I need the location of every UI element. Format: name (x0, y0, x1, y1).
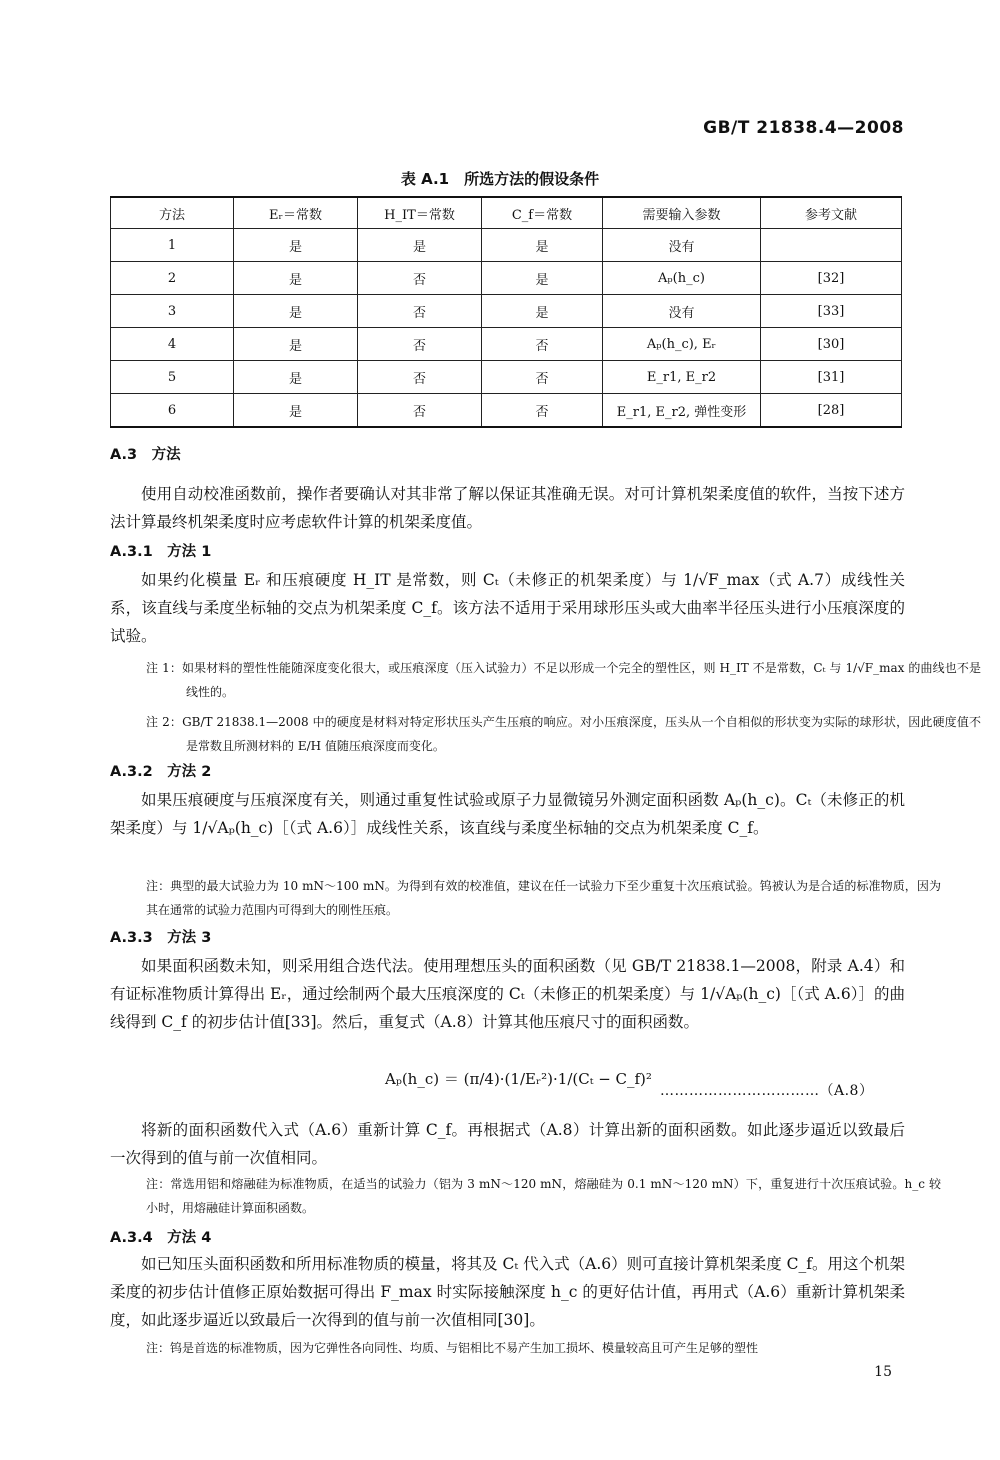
section-a33-heading: A.3.3 方法 3 (110, 930, 212, 946)
table-cell: 1 (111, 229, 234, 262)
section-a34-note: 注：钨是首选的标准物质，因为它弹性各向同性、均质、与铝相比不易产生加工损坏、模量较高且可产生足够的塑性 (146, 1341, 759, 1355)
section-a34-heading: A.3.4 方法 4 (110, 1230, 212, 1246)
table-cell: 3 (111, 295, 234, 328)
table-caption: 表 A.1 所选方法的假设条件 (400, 170, 600, 188)
table-cell: [31] (761, 361, 902, 394)
column-header: C_f＝常数 (482, 197, 603, 229)
table-cell: E_r1, E_r2, 弹性变形 (603, 394, 761, 428)
column-header: H_IT＝常数 (358, 197, 482, 229)
table-cell: 否 (358, 295, 482, 328)
section-a31-heading: A.3.1 方法 1 (110, 544, 212, 560)
standard-number: GB/T 21838.4—2008 (703, 118, 904, 138)
table-cell: 是 (482, 262, 603, 295)
table-cell: 是 (358, 229, 482, 262)
section-a31-note-2: 注 2：GB/T 21838.1—2008 中的硬度是材料对特定形状压头产生压痕的响应。对小压痕深度，压头从一个自相似的形状变为实际的球形状，因此硬度值不是常数且所测材料的 E/H 值随压痕深度而变化。 (146, 715, 981, 753)
table-cell: 否 (482, 361, 603, 394)
table-cell: 6 (111, 394, 234, 428)
table-cell: 是 (482, 229, 603, 262)
section-a33-note: 注：常选用铝和熔融硅为标准物质，在适当的试验力（铝为 3 mN～120 mN，熔融硅为 0.1 mN～120 mN）下，重复进行十次压痕试验。h_c 较小时，用熔融硅计算面积函数。 (146, 1177, 941, 1215)
table-cell: 是 (234, 295, 358, 328)
page-number: 15 (874, 1364, 892, 1380)
section-a31-paragraph: 如果约化模量 Eᵣ 和压痕硬度 H_IT 是常数，则 Cₜ（未修正的机架柔度）与 1/√F_max（式 A.7）成线性关系，该直线与柔度坐标轴的交点为机架柔度 C_f。该方法不适用于采用球形压头或大曲率半径压头进行小压痕深度的试验。 (110, 571, 905, 645)
table-cell: 否 (358, 328, 482, 361)
assumptions-table (110, 196, 902, 428)
table-cell: 4 (111, 328, 234, 361)
table-row (111, 394, 902, 428)
table-cell: 是 (234, 229, 358, 262)
section-a33-paragraph-2: 将新的面积函数代入式（A.6）重新计算 C_f。再根据式（A.8）计算出新的面积函数。如此逐步逼近以致最后一次得到的值与前一次值相同。 (110, 1121, 905, 1167)
table-row (111, 361, 902, 394)
section-a3-heading: A.3 方法 (110, 447, 181, 463)
section-a32-note: 注：典型的最大试验力为 10 mN～100 mN。为得到有效的校准值，建议在任一试验力下至少重复十次压痕试验。钨被认为是合适的标准物质，因为其在通常的试验力范围内可得到大的刚性压痕。 (146, 879, 941, 917)
table-row (111, 295, 902, 328)
table-cell: 否 (358, 394, 482, 428)
table-cell: 否 (482, 328, 603, 361)
equation-a8: Aₚ(h_c) ＝ (π/4)·(1/Eᵣ²)·1/(Cₜ − C_f)² (385, 1070, 652, 1088)
table-cell: 没有 (603, 295, 761, 328)
table-cell: [32] (761, 262, 902, 295)
table-cell: 5 (111, 361, 234, 394)
table-cell: 否 (482, 394, 603, 428)
table-cell: [33] (761, 295, 902, 328)
table-cell: 没有 (603, 229, 761, 262)
table-row (111, 262, 902, 295)
table-header-row (111, 197, 902, 229)
table-row (111, 328, 902, 361)
table-cell: [28] (761, 394, 902, 428)
section-a31-note-1: 注 1：如果材料的塑性性能随深度变化很大，或压痕深度（压入试验力）不足以形成一个完全的塑性区，则 H_IT 不是常数，Cₜ 与 1/√F_max 的曲线也不是线性的。 (146, 661, 981, 699)
table-cell: 是 (482, 295, 603, 328)
table-cell: 2 (111, 262, 234, 295)
column-header: 参考文献 (761, 197, 902, 229)
table-cell: Aₚ(h_c), Eᵣ (603, 328, 761, 361)
section-a33-paragraph: 如果面积函数未知，则采用组合迭代法。使用理想压头的面积函数（见 GB/T 21838.1—2008，附录 A.4）和有证标准物质计算得出 Eᵣ，通过绘制两个最大压痕深度的 Cₜ（未修正的机架柔度）与 1/√Aₚ(h_c)［（式 A.6）］的曲线得到 C_f 的初步估计值[33]。然后，重复式（A.8）计算其他压痕尺寸的面积函数。 (110, 957, 905, 1031)
table-cell: 是 (234, 394, 358, 428)
table-cell: 是 (234, 262, 358, 295)
column-header: Eᵣ＝常数 (234, 197, 358, 229)
table-cell: 是 (234, 328, 358, 361)
table-cell: 否 (358, 361, 482, 394)
table-cell: [30] (761, 328, 902, 361)
section-a3-paragraph: 使用自动校准函数前，操作者要确认对其非常了解以保证其准确无误。对可计算机架柔度值的软件，当按下述方法计算最终机架柔度时应考虑软件计算的机架柔度值。 (110, 485, 905, 531)
column-header: 需要输入参数 (603, 197, 761, 229)
table-cell: 是 (234, 361, 358, 394)
table-cell: 否 (358, 262, 482, 295)
section-a34-paragraph: 如已知压头面积函数和所用标准物质的模量，将其及 Cₜ 代入式（A.6）则可直接计算机架柔度 C_f。用这个机架柔度的初步估计值修正原始数据可得出 F_max 时实际接触深度 h_c 的更好估计值，再用式（A.6）重新计算机架柔度，如此逐步逼近以致最后一次得到的值与前一次值相同[30]。 (110, 1255, 905, 1329)
table-cell: E_r1, E_r2 (603, 361, 761, 394)
section-a32-paragraph: 如果压痕硬度与压痕深度有关，则通过重复性试验或原子力显微镜另外测定面积函数 Aₚ(h_c)。Cₜ（未修正的机架柔度）与 1/√Aₚ(h_c)［（式 A.6）］成线性关系，该直线与柔度坐标轴的交点为机架柔度 C_f。 (110, 791, 905, 837)
column-header: 方法 (111, 197, 234, 229)
table-row (111, 229, 902, 262)
section-a32-heading: A.3.2 方法 2 (110, 764, 212, 780)
table-cell: Aₚ(h_c) (603, 262, 761, 295)
equation-number: ……………………………（A.8） (660, 1083, 874, 1099)
table-cell (761, 229, 902, 262)
